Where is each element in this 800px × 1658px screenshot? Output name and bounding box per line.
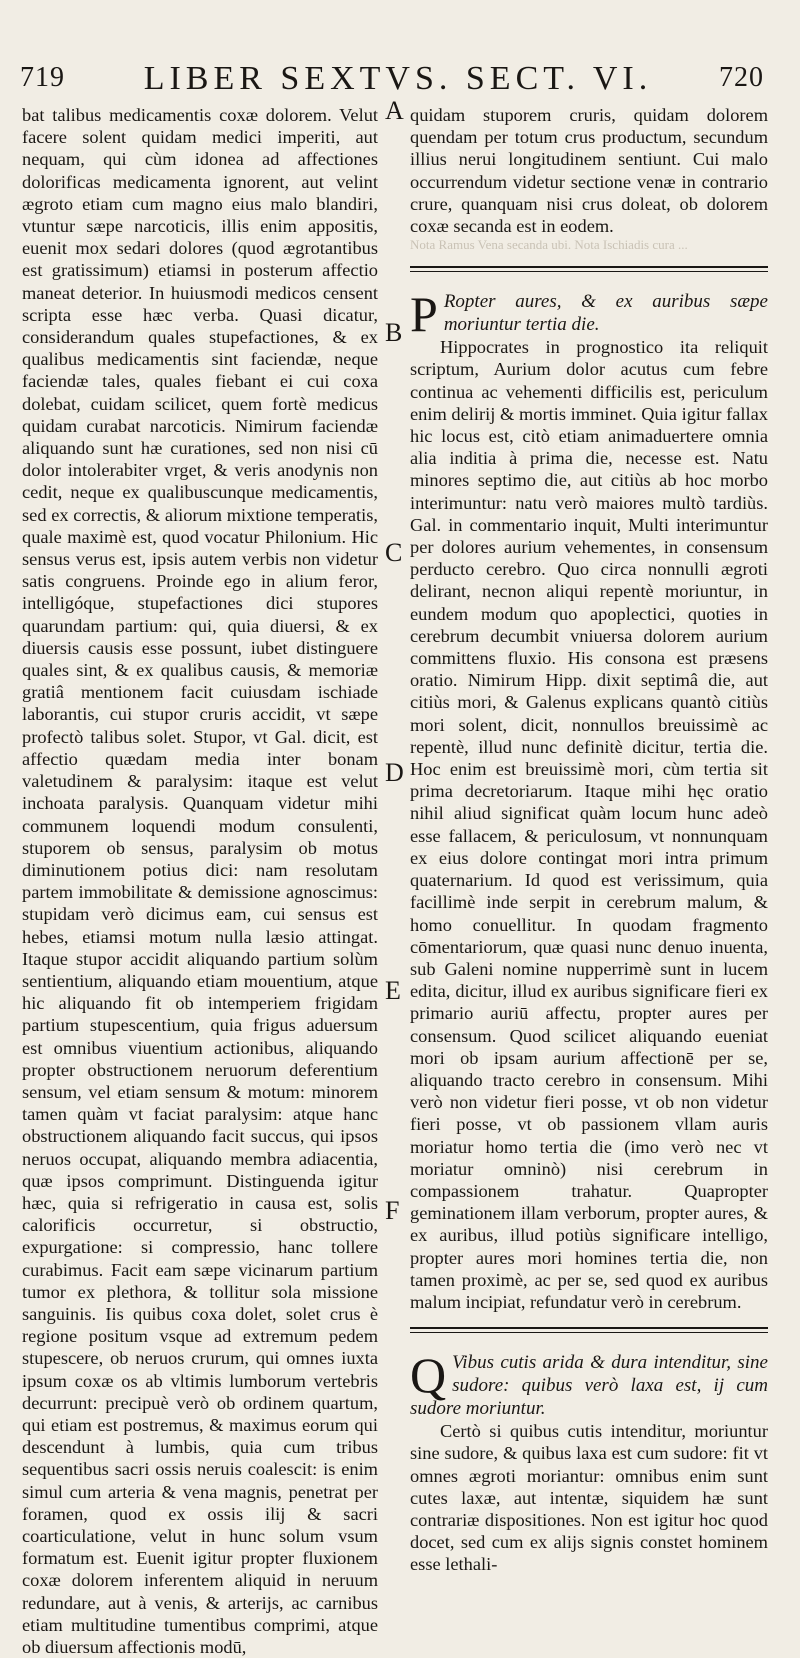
margin-letter-c: C: [385, 538, 403, 567]
left-column: [22, 104, 378, 1658]
running-title: LIBER SEXTVS. SECT. VI.: [143, 60, 653, 97]
margin-letter-a: A: [385, 96, 404, 125]
aphorism-commentary-2: Certò si quibus cutis intenditur, moriuntur sine sudore, & quibus laxa est cum sudore: fit vt omnes ægroti moriantur: omnibus enim sunt cutes laxæ, aut intentæ, siquidem hæ sunt contrariæ dispositiones. Non est igitur hoc quod docet, sed cum ex alijs signis constet hominem esse lethali-: [410, 1421, 768, 1575]
aphorism-heading-1: [410, 286, 768, 343]
left-page-number: 719: [20, 62, 65, 93]
aphorism-heading-1-text: Ropter aures, & ex auribus sæpe moriuntur tertia die.: [443, 291, 768, 336]
margin-letter-f: F: [385, 1196, 400, 1225]
margin-letter-b: B: [385, 318, 403, 347]
page-header: [0, 60, 800, 100]
margin-letter-e: E: [385, 976, 401, 1005]
aphorism-heading-2: [410, 1347, 768, 1420]
section-divider: [410, 1327, 768, 1333]
right-page-number: 720: [719, 62, 764, 93]
right-column: [410, 104, 768, 1576]
left-column-text: bat talibus medicamentis coxæ dolorem. Velut facere solent quidam medici imperiti, aut nequam, qui cùm idonea ad affectiones dolorificas medicamenta ignorent, aut velint ægroto etiam cum magno eius malo blandiri, vtuntur sæpe narcoticis, illis enim appositis, euenit mox sedari dolores (quod ægrotantibus est gratissimum) etiamsi in posterum affectio maneat deterior. In huiusmodi medicos censent scripta esse hæc verba. Quasi dicatur, considerandum quales stupefactiones, & ex qualibus medicamentis sint faciendæ, neque faciendæ tales, quales fiebant ei cui coxa dolebat, cuidam scilicet, quem fortè medicus quidam curabat narcoticis. Nimirum faciendæ aliquando sunt hæ curationes, sed non nisi cū dolor intolerabiter vrget, & veris anodynis non cedit, neque ex qualibuscunque medicamentis, sed ex correctis, & aliorum mixtione temperatis, quale maximè est, quod vocatur Philonium. Hic sensus verus est, ipsis autem verbis non videtur satis congruens. Proinde ego in alium feror, intelligóque, stupefactiones dici stupores quarundam partium: qui, quia diuersi, & ex diuersis causis esse possunt, iubet distinguere quales sint, & ex qualibus causis, & memoriæ gratiâ mentionem facit cuiusdam ischiade laborantis, cui stupor cruris accidit, vt sæpe profectò talibus solet. Stupor, vt Gal. dicit, est affectio quædam media inter bonam valetudinem & paralysim: itaque est velut inchoata paralysis. Quanquam videtur mihi communem loquendi modum consulenti, stuporem ob sensus, paralysim ob motus diminutionem potius dici: nam resolutam partem immobilitate & demissione agnoscimus: stupidam verò dicimus eam, cui sensus est hebes, etiamsi motum nulla læsio attingat. Itaque stupor accidit aliquando partium solùm sentientium, aliquando etiam mouentium, atque hic aliquando fit ob intemperiem frigidam partium stupescentium, quia frigus aduersum est omnibus viuentium actionibus, aliquando propter obstructionem neruorum deferentium sensum, vel etiam sensum & motum: minorem tamen quàm vt faciat paralysim: atque hanc obstructionem aliquando facit succus, qui ipsos neruos occupat, aliquando membra adiacentia, quæ ipsos comprimunt. Distinguenda igitur hæc, quia si refrigeratio in causa est, solis calorificis occurretur, si obstructio, expurgatione: si compressio, hanc tollere curabimus. Facit eam sæpe vicinarum partium tumor ex plethora, & tollitur sola missione sanguinis. Iis quibus coxa dolet, solet crus è regione positum vsque ad extremum pedem stupescere, ob neruos crurum, qui omnes iuxta ipsum coxæ os ab vltimis lumborum vertebris decurrunt: precipuè verò ob ordinem quartum, qui etiam est postremus, & maximus eorum qui descendunt à lumbis, quia cum tribus sequentibus sacri ossis neruis coalescit: is enim simul cum arteria & vena magnis, penetrat per foramen, quod ex ossis ilij & sacri coarticulatione, velut in hunc solum vsum formatum est. Euenit igitur propter fluxionem coxæ dolorem inferentem aliquid in neruum redundare, aut à venis, & arterijs, ac carnibus etiam multitudine tumentibus comprimi, atque ob diuersum affectionis modū,: [22, 105, 378, 1658]
margin-letter-d: D: [385, 758, 404, 787]
dropcap-q: Q: [410, 1347, 447, 1404]
aphorism-commentary-1: Hippocrates in prognostico ita reliquit scriptum, Aurium dolor acutus cum febre continua ac vehementi difficilis est, periculum enim delirij & mortis imminet. Quia igitur fallax hic locus est, citò etiam animaduertere omnia alia inditia à prima die, necesse est. Natu minores septimo die, aut citiùs ab hoc morbo interimuntur: natu verò maiores multò tardiùs. Gal. in commentario inquit, Multi interimuntur per dolores aurium vehementes, in consensum perducto cerebro. Quo circa nonnulli ægroti delirant, necnon aliqui repentè moriuntur, in eundem modum quo apoplectici, quoties in cerebrum decumbit vniuersa dolorem aurium committens fluxio. His consona est præsens oratio. Nimirum Hipp. dixit septimâ die, aut citiùs mori, & Galenus explicans quantò citiùs mori solent, dicit, nonnullos breuissimè ac repentè, illud nunc definitè dicitur, tertia die. Hoc enim est breuissimè mori, cùm tertia sit prima decretoriarum. Itaque mihi hęc oratio nihil aliud significat quàm locum hunc adeò esse fallacem, & periculosum, vt nonnunquam ex eius dolore contingat mori intra primum quaternarium. Id quod est verissimum, quia facillimè inde serpit in cerebrum malum, & homo conuellitur. In quodam fragmento cōmentariorum, quæ quasi nunc denuo inuenta, sub Galeni nomine nupperrimè sunt in lucem edita, dicitur, illud ex auribus significare fieri ex primario auriū affectu, propter aures per consensum. Quod scilicet aliquando eueniat mori ob ipsam aurium affectionē per se, aliquando tracto cerebro in consensum. Mihi verò non videtur fieri posse, vt ob non videtur fieri posse, vt ob passionem vllam auris moriatur homo tertia die (imo verò nec vt moriatur omninò) nisi cerebrum in compassionem trahatur. Quapropter geminationem illam verborum, propter aures, & ex auribus, illud potiùs significare intelligo, propter aures mori homines tertia die, non tamen proximè, ac per se, sed quod ex auribus malum incipiat, refundatur verò in cerebrum.: [410, 337, 768, 1312]
bleed-through-text: Nota Ramus Vena secanda ubi. Nota Ischiadis cura ...: [410, 237, 688, 253]
aphorism-heading-2-text: Vibus cutis arida & dura intenditur, sine sudore: quibus verò laxa est, ij cum sudore moriuntur.: [410, 1352, 768, 1420]
section-divider: [410, 266, 768, 272]
dropcap-p: P: [410, 286, 438, 343]
right-intro-text: quidam stuporem cruris, quidam dolorem quendam per totum crus productum, secundum illius nerui longitudinem sentiunt. Cui malo occurrendum videtur sectione venæ in contrario crure, quanquam nisi crus doleat, ob dolorem coxæ secanda est in eodem.: [410, 105, 768, 237]
